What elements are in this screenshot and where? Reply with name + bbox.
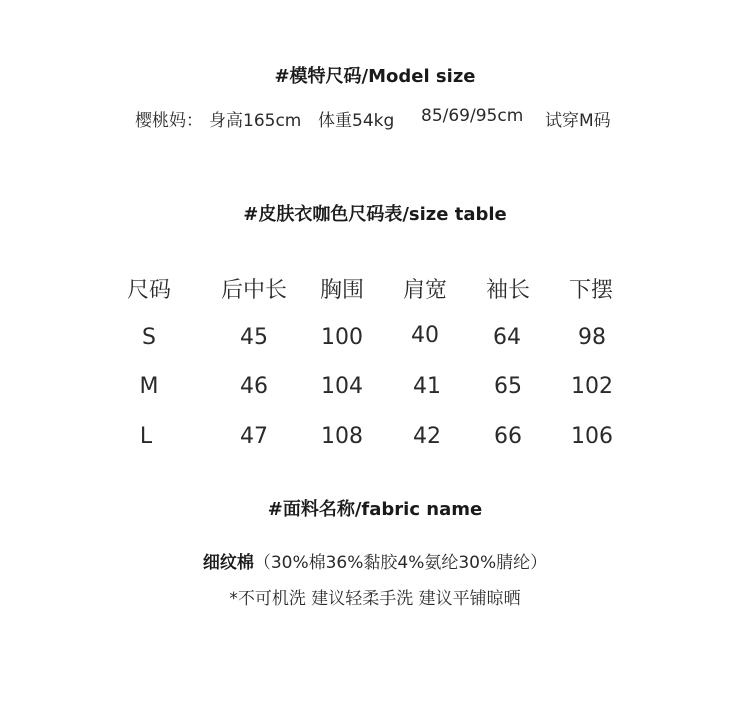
table-header-chest: 胸围: [319, 278, 364, 303]
table-cell: 46: [240, 374, 268, 399]
fabric-info-line: [0, 548, 750, 573]
fabric-name: 细纹棉: [202, 553, 254, 573]
table-header-sleeve: 袖长: [485, 278, 530, 303]
table-cell: 108: [321, 424, 363, 449]
table-cell: 42: [413, 424, 441, 449]
table-cell: 64: [493, 325, 521, 350]
table-cell: S: [142, 325, 156, 350]
model-measurements: 85/69/95cm: [421, 106, 524, 126]
table-cell: 102: [571, 374, 613, 399]
table-header-shoulder: 肩宽: [402, 278, 447, 303]
table-cell: 65: [494, 374, 522, 399]
size-table-heading: #皮肤衣咖色尺码表/size table: [243, 204, 507, 225]
table-cell: 98: [578, 325, 606, 350]
table-cell: 40: [411, 323, 439, 348]
table-header-back-length: 后中长: [220, 278, 287, 303]
table-cell: 41: [413, 374, 441, 399]
table-header-hem: 下摆: [568, 278, 613, 303]
model-size-heading: #模特尺码/Model size: [274, 66, 476, 87]
fabric-heading: #面料名称/fabric name: [267, 499, 483, 520]
table-cell: 104: [321, 374, 363, 399]
model-tried-size: 试穿M码: [545, 111, 611, 131]
care-instructions: *不可机洗 建议轻柔手洗 建议平铺晾晒: [229, 589, 521, 609]
size-table: [0, 268, 750, 458]
table-cell: 45: [240, 325, 268, 350]
table-cell: L: [139, 424, 153, 449]
table-header-size: 尺码: [126, 278, 171, 303]
table-cell: 47: [240, 424, 268, 449]
table-cell: 66: [494, 424, 522, 449]
table-cell: 100: [321, 325, 363, 350]
model-name: 樱桃妈：: [135, 111, 203, 131]
table-cell: 106: [571, 424, 613, 449]
fabric-composition: （30%棉36%黏胶4%氨纶30%腈纶）: [253, 553, 548, 573]
model-weight: 体重54kg: [318, 111, 395, 131]
model-height: 身高165cm: [209, 111, 302, 131]
table-cell: M: [139, 374, 159, 399]
